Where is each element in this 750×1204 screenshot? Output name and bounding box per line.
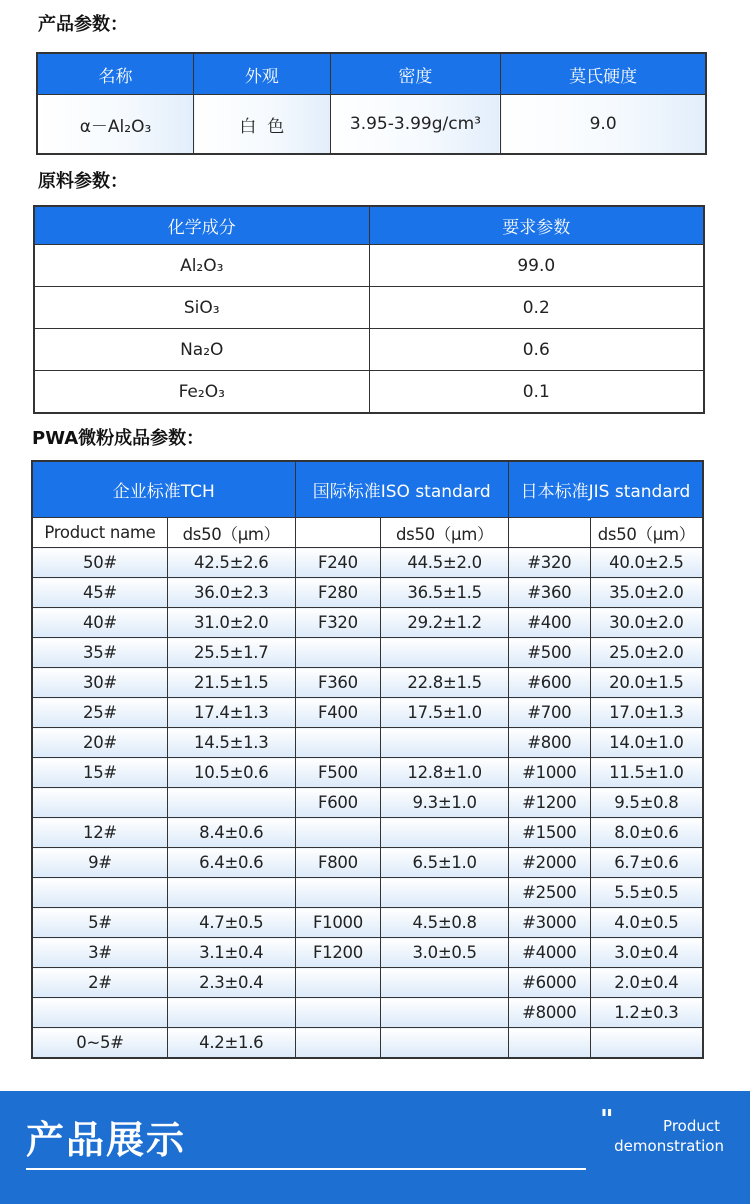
group-header-tch: 企业标准TCH bbox=[32, 461, 295, 518]
table-cell: 3.0±0.5 bbox=[381, 938, 509, 968]
table-cell: #360 bbox=[508, 578, 590, 608]
table-cell bbox=[32, 998, 167, 1028]
table-cell: 17.4±1.3 bbox=[167, 698, 295, 728]
cell-appearance: 白 色 bbox=[194, 95, 331, 155]
table-cell: 8.4±0.6 bbox=[167, 818, 295, 848]
table-cell: #3000 bbox=[508, 908, 590, 938]
table-cell: 17.5±1.0 bbox=[381, 698, 509, 728]
table-cell bbox=[381, 728, 509, 758]
table-cell: 1.2±0.3 bbox=[590, 998, 703, 1028]
table-cell: #400 bbox=[508, 608, 590, 638]
table-cell: 4.5±0.8 bbox=[381, 908, 509, 938]
table-cell: 4.0±0.5 bbox=[590, 908, 703, 938]
table-cell bbox=[381, 638, 509, 668]
table-row bbox=[32, 758, 703, 788]
value-cell: 0.2 bbox=[369, 287, 704, 329]
table-cell: 17.0±1.3 bbox=[590, 698, 703, 728]
table-cell: 9.5±0.8 bbox=[590, 788, 703, 818]
table-cell: 15# bbox=[32, 758, 167, 788]
table-cell bbox=[167, 878, 295, 908]
table-row bbox=[32, 548, 703, 578]
table-cell: 3# bbox=[32, 938, 167, 968]
table-cell: 5.5±0.5 bbox=[590, 878, 703, 908]
table-cell bbox=[381, 818, 509, 848]
table-cell bbox=[381, 878, 509, 908]
table-cell: #1200 bbox=[508, 788, 590, 818]
table-cell: 14.5±1.3 bbox=[167, 728, 295, 758]
header-hardness: 莫氏硬度 bbox=[501, 53, 706, 95]
table-cell: 30.0±2.0 bbox=[590, 608, 703, 638]
table-cell bbox=[508, 1028, 590, 1059]
table-cell: 40.0±2.5 bbox=[590, 548, 703, 578]
header-density: 密度 bbox=[330, 53, 501, 95]
sub-header: ds50（μm） bbox=[381, 518, 509, 548]
chem-cell: Al₂O₃ bbox=[34, 245, 369, 287]
header-chemical: 化学成分 bbox=[34, 206, 369, 245]
table-cell: F1200 bbox=[295, 938, 381, 968]
table-row bbox=[32, 578, 703, 608]
table-cell: 25# bbox=[32, 698, 167, 728]
product-params-table bbox=[36, 52, 707, 155]
table-cell: F280 bbox=[295, 578, 381, 608]
table-row bbox=[32, 668, 703, 698]
cell-name: α－Al₂O₃ bbox=[37, 95, 194, 155]
table-row bbox=[32, 1028, 703, 1059]
value-cell: 99.0 bbox=[369, 245, 704, 287]
table-cell bbox=[295, 638, 381, 668]
table-row bbox=[34, 371, 704, 414]
table-row bbox=[34, 329, 704, 371]
table-cell bbox=[381, 968, 509, 998]
table-cell bbox=[295, 728, 381, 758]
table-cell: 5# bbox=[32, 908, 167, 938]
table-cell: 31.0±2.0 bbox=[167, 608, 295, 638]
table-cell: 21.5±1.5 bbox=[167, 668, 295, 698]
table-cell: 0~5# bbox=[32, 1028, 167, 1059]
table-row bbox=[34, 245, 704, 287]
table-cell: 6.7±0.6 bbox=[590, 848, 703, 878]
table-cell: #500 bbox=[508, 638, 590, 668]
table-cell bbox=[32, 788, 167, 818]
table-cell: 4.7±0.5 bbox=[167, 908, 295, 938]
table-row bbox=[32, 788, 703, 818]
table-cell: 9# bbox=[32, 848, 167, 878]
table-row bbox=[32, 848, 703, 878]
table-cell: 9.3±1.0 bbox=[381, 788, 509, 818]
table-cell: 40# bbox=[32, 608, 167, 638]
pwa-params-table bbox=[31, 460, 704, 1059]
banner-title: 产品展示 bbox=[26, 1118, 187, 1162]
table-cell: 29.2±1.2 bbox=[381, 608, 509, 638]
sub-header: Product name bbox=[32, 518, 167, 548]
value-cell: 0.1 bbox=[369, 371, 704, 414]
table-cell: 6.5±1.0 bbox=[381, 848, 509, 878]
table-cell: F360 bbox=[295, 668, 381, 698]
banner-underline bbox=[26, 1168, 586, 1170]
cell-hardness: 9.0 bbox=[501, 95, 706, 155]
table-cell: 44.5±2.0 bbox=[381, 548, 509, 578]
table-cell bbox=[381, 1028, 509, 1059]
table-cell: 50# bbox=[32, 548, 167, 578]
table-cell: 2# bbox=[32, 968, 167, 998]
table-cell: F500 bbox=[295, 758, 381, 788]
group-header-iso: 国际标准ISO standard bbox=[295, 461, 508, 518]
table-cell: 8.0±0.6 bbox=[590, 818, 703, 848]
table-cell: #4000 bbox=[508, 938, 590, 968]
table-cell: #1000 bbox=[508, 758, 590, 788]
table-row bbox=[32, 728, 703, 758]
header-appearance: 外观 bbox=[194, 53, 331, 95]
table-cell bbox=[295, 878, 381, 908]
table-cell: #2000 bbox=[508, 848, 590, 878]
table-cell: 36.0±2.3 bbox=[167, 578, 295, 608]
banner-subtitle-line1: Product bbox=[663, 1117, 720, 1135]
table-cell: #8000 bbox=[508, 998, 590, 1028]
table-cell: 25.0±2.0 bbox=[590, 638, 703, 668]
header-name: 名称 bbox=[37, 53, 194, 95]
header-requirement: 要求参数 bbox=[369, 206, 704, 245]
chem-cell: Na₂O bbox=[34, 329, 369, 371]
table-cell: F1000 bbox=[295, 908, 381, 938]
table-cell: 22.8±1.5 bbox=[381, 668, 509, 698]
table-cell bbox=[167, 998, 295, 1028]
table-cell bbox=[167, 788, 295, 818]
cell-density: 3.95-3.99g/cm³ bbox=[330, 95, 501, 155]
sub-header: ds50（μm） bbox=[590, 518, 703, 548]
pwa-params-title: PWA微粉成品参数： bbox=[32, 428, 205, 449]
raw-params-table bbox=[33, 205, 705, 414]
table-cell: 2.3±0.4 bbox=[167, 968, 295, 998]
table-row bbox=[34, 287, 704, 329]
table-cell bbox=[590, 1028, 703, 1059]
sub-header bbox=[295, 518, 381, 548]
table-cell: 12# bbox=[32, 818, 167, 848]
table-cell: 20# bbox=[32, 728, 167, 758]
chem-cell: SiO₃ bbox=[34, 287, 369, 329]
table-cell: 20.0±1.5 bbox=[590, 668, 703, 698]
table-cell: 10.5±0.6 bbox=[167, 758, 295, 788]
table-cell bbox=[32, 878, 167, 908]
table-cell: 14.0±1.0 bbox=[590, 728, 703, 758]
value-cell: 0.6 bbox=[369, 329, 704, 371]
sub-header: ds50（μm） bbox=[167, 518, 295, 548]
table-cell: F600 bbox=[295, 788, 381, 818]
quote-mark-icon: " bbox=[600, 1105, 614, 1135]
table-cell: #800 bbox=[508, 728, 590, 758]
table-row bbox=[32, 878, 703, 908]
table-cell: #6000 bbox=[508, 968, 590, 998]
table-cell: 3.1±0.4 bbox=[167, 938, 295, 968]
table-cell bbox=[295, 1028, 381, 1059]
table-cell: 25.5±1.7 bbox=[167, 638, 295, 668]
table-row bbox=[32, 698, 703, 728]
table-cell: #1500 bbox=[508, 818, 590, 848]
table-row bbox=[32, 968, 703, 998]
table-cell: 35.0±2.0 bbox=[590, 578, 703, 608]
table-cell bbox=[295, 818, 381, 848]
table-cell: F320 bbox=[295, 608, 381, 638]
table-cell: 2.0±0.4 bbox=[590, 968, 703, 998]
table-cell: #700 bbox=[508, 698, 590, 728]
group-header-jis: 日本标准JIS standard bbox=[508, 461, 703, 518]
sub-header bbox=[508, 518, 590, 548]
table-cell: 45# bbox=[32, 578, 167, 608]
product-showcase-banner bbox=[0, 1091, 750, 1204]
table-cell: F800 bbox=[295, 848, 381, 878]
table-cell: #600 bbox=[508, 668, 590, 698]
table-row bbox=[32, 908, 703, 938]
table-cell: #320 bbox=[508, 548, 590, 578]
table-cell: 35# bbox=[32, 638, 167, 668]
table-cell: #2500 bbox=[508, 878, 590, 908]
table-cell: 3.0±0.4 bbox=[590, 938, 703, 968]
banner-subtitle-line2: demonstration bbox=[614, 1137, 724, 1155]
table-row bbox=[32, 998, 703, 1028]
table-cell: 6.4±0.6 bbox=[167, 848, 295, 878]
table-cell: 30# bbox=[32, 668, 167, 698]
table-cell bbox=[295, 998, 381, 1028]
table-cell: 12.8±1.0 bbox=[381, 758, 509, 788]
chem-cell: Fe₂O₃ bbox=[34, 371, 369, 414]
table-row bbox=[32, 638, 703, 668]
table-cell: F400 bbox=[295, 698, 381, 728]
table-cell: F240 bbox=[295, 548, 381, 578]
table-row bbox=[32, 608, 703, 638]
table-cell: 36.5±1.5 bbox=[381, 578, 509, 608]
table-row bbox=[32, 938, 703, 968]
product-params-title: 产品参数： bbox=[38, 14, 128, 35]
table-cell bbox=[381, 998, 509, 1028]
table-row bbox=[32, 818, 703, 848]
table-cell: 42.5±2.6 bbox=[167, 548, 295, 578]
table-cell: 4.2±1.6 bbox=[167, 1028, 295, 1059]
table-cell bbox=[295, 968, 381, 998]
raw-params-title: 原料参数： bbox=[38, 171, 128, 192]
table-cell: 11.5±1.0 bbox=[590, 758, 703, 788]
